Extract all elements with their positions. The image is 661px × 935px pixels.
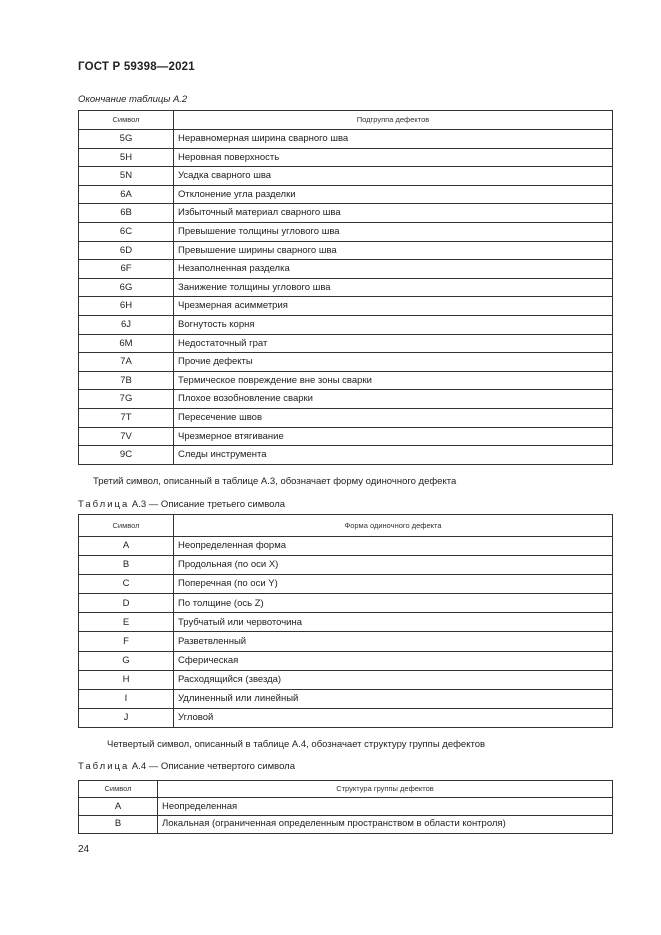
table-row (79, 241, 613, 260)
symbol-cell: 6M (79, 334, 174, 353)
table-row (79, 222, 613, 241)
symbol-cell: I (79, 689, 174, 708)
description-cell: Превышение ширины сварного шва (174, 241, 613, 260)
description-cell: Разветвленный (174, 632, 613, 651)
table-a3-caption-text: А.3 — Описание третьего символа (129, 499, 286, 510)
table-row (79, 594, 613, 613)
symbol-cell: 5G (79, 130, 174, 149)
symbol-cell: C (79, 575, 174, 594)
description-cell: Сферическая (174, 651, 613, 670)
table-a3 (78, 514, 613, 728)
description-cell: Прочие дефекты (174, 353, 613, 372)
table-a4-caption-text: А.4 — Описание четвертого символа (129, 761, 295, 772)
table-row (79, 446, 613, 465)
table-row (79, 556, 613, 575)
symbol-cell: 6C (79, 222, 174, 241)
description-cell: Недостаточный грат (174, 334, 613, 353)
table-a3-caption-label: Таблица (78, 499, 130, 510)
description-cell: Термическое повреждение вне зоны сварки (174, 371, 613, 390)
symbol-cell: 6H (79, 297, 174, 316)
description-cell: Продольная (по оси X) (174, 556, 613, 575)
symbol-cell: A (79, 798, 158, 816)
description-cell: Отклонение угла разделки (174, 185, 613, 204)
table-row (79, 708, 613, 727)
table-row (79, 371, 613, 390)
column-header-symbol: Символ (79, 111, 174, 130)
description-cell: Незаполненная разделка (174, 260, 613, 279)
symbol-cell: 7A (79, 353, 174, 372)
table-row (79, 390, 613, 409)
table-row (79, 315, 613, 334)
column-header-subgroup: Подгруппа дефектов (174, 111, 613, 130)
symbol-cell: 7G (79, 390, 174, 409)
symbol-cell: J (79, 708, 174, 727)
table-header-row (79, 515, 613, 537)
symbol-cell: 5N (79, 167, 174, 186)
symbol-cell: 6A (79, 185, 174, 204)
column-header-structure: Структура группы дефектов (158, 781, 613, 798)
symbol-cell: 7V (79, 427, 174, 446)
symbol-cell: 6G (79, 278, 174, 297)
symbol-cell: 6B (79, 204, 174, 223)
table-header-row (79, 111, 613, 130)
table-row (79, 651, 613, 670)
table-a4-caption (78, 761, 295, 772)
description-cell: Угловой (174, 708, 613, 727)
table-row (79, 408, 613, 427)
table-row (79, 185, 613, 204)
symbol-cell: G (79, 651, 174, 670)
table-row (79, 297, 613, 316)
table-row (79, 204, 613, 223)
table-row (79, 148, 613, 167)
table-a3-caption (78, 499, 285, 510)
table-a4-caption-label: Таблица (78, 761, 130, 772)
document-header: ГОСТ Р 59398—2021 (78, 61, 195, 73)
description-cell: Неравномерная ширина сварного шва (174, 130, 613, 149)
table-row (79, 353, 613, 372)
symbol-cell: B (79, 815, 158, 833)
description-cell: Локальная (ограниченная определенным пространством в области контроля) (158, 815, 613, 833)
description-cell: Избыточный материал сварного шва (174, 204, 613, 223)
column-header-shape: Форма одиночного дефекта (174, 515, 613, 537)
table-a2 (78, 110, 613, 465)
description-cell: Удлиненный или линейный (174, 689, 613, 708)
table-row (79, 278, 613, 297)
table-row (79, 670, 613, 689)
table-row (79, 798, 613, 816)
description-cell: Неопределенная (158, 798, 613, 816)
symbol-cell: 6J (79, 315, 174, 334)
table-row (79, 130, 613, 149)
page-number: 24 (78, 844, 90, 855)
symbol-cell: A (79, 537, 174, 556)
description-cell: Усадка сварного шва (174, 167, 613, 186)
description-cell: Вогнутость корня (174, 315, 613, 334)
symbol-cell: 9C (79, 446, 174, 465)
description-cell: Превышение толщины углового шва (174, 222, 613, 241)
description-cell: Трубчатый или червоточина (174, 613, 613, 632)
paragraph-fourth-symbol: Четвертый символ, описанный в таблице А.4, обозначает структуру группы дефектов (107, 739, 486, 750)
description-cell: Неопределенная форма (174, 537, 613, 556)
symbol-cell: H (79, 670, 174, 689)
table-a4 (78, 780, 613, 834)
table-row (79, 427, 613, 446)
symbol-cell: 5H (79, 148, 174, 167)
table-row (79, 815, 613, 833)
description-cell: Неровная поверхность (174, 148, 613, 167)
symbol-cell: 7T (79, 408, 174, 427)
description-cell: Следы инструмента (174, 446, 613, 465)
column-header-symbol: Символ (79, 781, 158, 798)
table-row (79, 613, 613, 632)
symbol-cell: 6D (79, 241, 174, 260)
table-row (79, 575, 613, 594)
table-row (79, 334, 613, 353)
paragraph-third-symbol: Третий символ, описанный в таблице А.3, обозначает форму одиночного дефекта (93, 476, 457, 487)
description-cell: Плохое возобновление сварки (174, 390, 613, 409)
symbol-cell: D (79, 594, 174, 613)
description-cell: Поперечная (по оси Y) (174, 575, 613, 594)
description-cell: По толщине (ось Z) (174, 594, 613, 613)
table-row (79, 632, 613, 651)
description-cell: Занижение толщины углового шва (174, 278, 613, 297)
table-row (79, 260, 613, 279)
column-header-symbol: Символ (79, 515, 174, 537)
table-a2-caption: Окончание таблицы А.2 (78, 94, 188, 105)
description-cell: Пересечение швов (174, 408, 613, 427)
symbol-cell: E (79, 613, 174, 632)
symbol-cell: 7B (79, 371, 174, 390)
table-row (79, 689, 613, 708)
description-cell: Чрезмерная асимметрия (174, 297, 613, 316)
symbol-cell: B (79, 556, 174, 575)
symbol-cell: F (79, 632, 174, 651)
table-row (79, 167, 613, 186)
description-cell: Чрезмерное втягивание (174, 427, 613, 446)
table-row (79, 537, 613, 556)
description-cell: Расходящийся (звезда) (174, 670, 613, 689)
table-header-row (79, 781, 613, 798)
symbol-cell: 6F (79, 260, 174, 279)
